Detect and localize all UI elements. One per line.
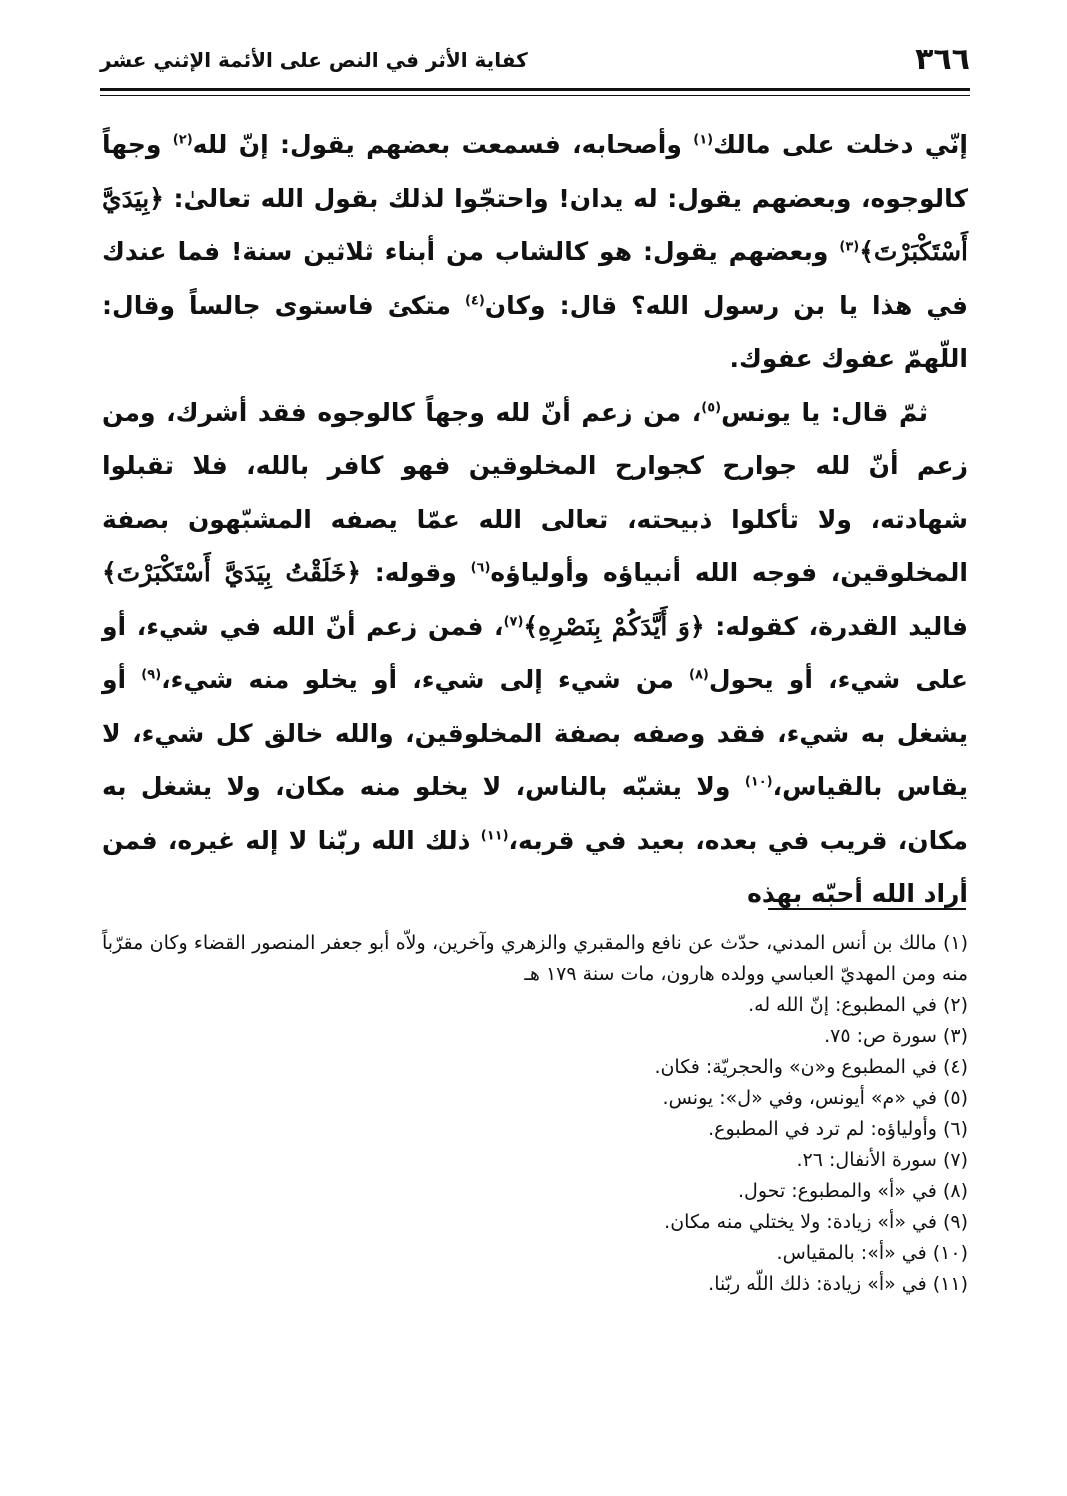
footnote-5: (٥) في «م» أيونس، وفي «ل»: يونس. bbox=[662, 1087, 968, 1109]
footnote-4: (٤) في المطبوع و«ن» والحجريّة: فكان. bbox=[654, 1056, 968, 1078]
footnote-10: (١٠) في «أ»: بالمقياس. bbox=[776, 1242, 968, 1264]
footnote-ref: (٣) bbox=[839, 239, 860, 255]
page-number: ٣٦٦ bbox=[915, 42, 970, 77]
main-text bbox=[102, 118, 968, 921]
footnote-ref: (٨) bbox=[689, 667, 709, 683]
quran-verse: ﴿خَلَقْتُ بِيَدَيَّ أَسْتَكْبَرْتَ﴾ bbox=[102, 558, 361, 587]
footnote-7: (٧) سورة الأنفال: ٢٦. bbox=[796, 1149, 968, 1171]
footnote-3: (٣) سورة ص: ٧٥. bbox=[824, 1025, 968, 1047]
paragraph-2: ثمّ قال: يا يونس$^{(٥)}$، من زعم أنّ لله وجهاً كالوجوه فقد أشرك، ومن زعم أنّ لله جوارح كجوارح المخلوقين فهو كافر بالله، فلا تقبلوا شهادته، ولا تأكلوا ذبيحته، تعالى الله عمّا يصفه المشبّهون بصفة المخلوقين، فوجه الله أنبياؤه وأولياؤه$^{(٦)}$ وقوله: ﴿خَلَقْتُ بِيَدَيَّ أَسْتَكْبَرْتَ﴾ فاليد القدرة، كقوله: ﴿وَ أَيَّدَكُمْ بِنَصْرِهِ﴾$^{(٧)}$، فمن زعم أنّ الله في شيء، أو على شيء، أو يحول$^{(٨)}$ من شيء إلى شيء، أو يخلو منه شيء،$^{(٩)}$ أو يشغل به شيء، فقد وصفه بصفة المخلوقين، والله خالق كل شيء، لا يقاس بالقياس،$^{(١٠)}$ ولا يشبّه بالناس، لا يخلو منه مكان، ولا يشغل به مكان، قريب في بعده، بعيد في قربه،$^{(١١)}$ ذلك الله ربّنا لا إله غيره، فمن أراد الله أحبّه بهذه bbox=[102, 397, 969, 908]
footnote-8: (٨) في «أ» والمطبوع: تحول. bbox=[738, 1180, 968, 1202]
running-header bbox=[100, 40, 970, 86]
footnote-ref: (٩) bbox=[141, 667, 162, 683]
footnote-11: (١١) في «أ» زيادة: ذلك اللّه ربّنا. bbox=[708, 1273, 968, 1295]
quran-verse: ﴿وَ أَيَّدَكُمْ بِنَصْرِهِ﴾ bbox=[523, 611, 705, 641]
footnote-ref: (١١) bbox=[480, 828, 509, 844]
footnote-ref: (٧) bbox=[503, 614, 524, 630]
book-title: كفاية الأثر في النص على الأئمة الإثني عشر bbox=[100, 48, 528, 72]
header-rule-thin bbox=[100, 95, 970, 96]
footnote-2: (٢) في المطبوع: إنّ الله له. bbox=[748, 994, 968, 1016]
header-rule-thick bbox=[100, 88, 970, 91]
footnote-6: (٦) وأولياؤه: لم ترد في المطبوع. bbox=[708, 1118, 968, 1140]
footnotes bbox=[102, 928, 968, 1300]
footnote-ref: (١) bbox=[693, 132, 714, 148]
quran-verse: ﴿بِيَدَيَّ أَسْتَكْبَرْتَ﴾ bbox=[102, 183, 968, 266]
footnote-separator bbox=[768, 908, 966, 910]
footnote-ref: (٥) bbox=[701, 400, 722, 416]
footnote-ref: (٦) bbox=[470, 560, 491, 576]
footnote-ref: (٤) bbox=[464, 293, 485, 309]
footnote-1: (١) مالك بن أنس المدني، حدّث عن نافع والمقبري والزهري وآخرين، ولاّه أبو جعفر المنصور القضاء وكان مقرّباً منه ومن المهديّ العباسي وولده هارون، مات سنة ١٧٩ هـ bbox=[102, 932, 968, 985]
footnote-ref: (١٠) bbox=[744, 774, 773, 790]
footnote-9: (٩) في «أ» زيادة: ولا يختلي منه مكان. bbox=[664, 1211, 968, 1233]
paragraph-1: إنّي دخلت على مالك$^{(١)}$ وأصحابه، فسمعت بعضهم يقول: إنّ لله$^{(٢)}$ وجهاً كالوجوه، وبعضهم يقول: له يدان! واحتجّوا لذلك بقول الله تعالىٰ: ﴿بِيَدَيَّ أَسْتَكْبَرْتَ﴾$^{(٣)}$ وبعضهم يقول: هو كالشاب من أبناء ثلاثين سنة! فما عندك في هذا يا بن رسول الله؟ قال: وكان$^{(٤)}$ متكئ فاستوى جالساً وقال: اللّهمّ عفوك عفوك. bbox=[102, 130, 969, 373]
footnote-ref: (٢) bbox=[172, 132, 193, 148]
